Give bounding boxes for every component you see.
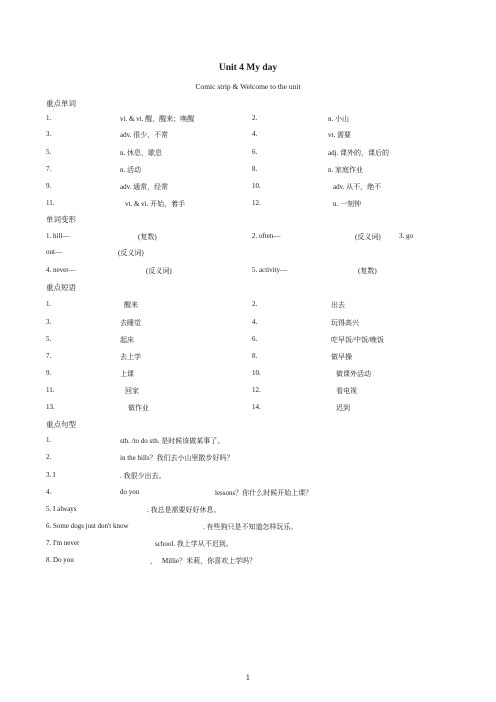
- phrase-text: 做作业: [128, 404, 149, 412]
- word-form-hint: (反义词): [118, 249, 144, 257]
- vocab-definition: n. 小山: [328, 115, 349, 123]
- vocab-definition: n. 休息，歇息: [120, 149, 162, 157]
- vocab-number: 10.: [252, 182, 261, 190]
- sentence-start: 7. I'm never: [46, 539, 80, 547]
- vocab-number: 3.: [46, 130, 52, 138]
- page-title: Unit 4 My day: [218, 63, 278, 73]
- phrase-text: 去上学: [120, 353, 141, 361]
- sentence-text: ，: [150, 557, 157, 565]
- page-number: 1: [245, 674, 251, 682]
- phrase-number: 7.: [46, 352, 52, 360]
- sentence-text: . 有些狗只是不知道怎样玩乐。: [203, 523, 298, 531]
- word-form-hint: (复数): [138, 233, 157, 241]
- phrase-text: 吃早饭/中饭/晚饭: [331, 336, 384, 344]
- phrase-number: 1.: [46, 300, 52, 308]
- vocab-number: 1.: [46, 114, 52, 122]
- vocab-definition: vt. & vi. 开始，着手: [125, 200, 186, 208]
- vocab-number: 9.: [46, 182, 52, 190]
- vocab-number: 11.: [46, 199, 55, 207]
- word-form-hint: (复数): [358, 267, 377, 275]
- phrase-text: 去睡觉: [120, 319, 141, 327]
- phrase-text: 上课: [120, 370, 134, 378]
- vocab-number: 7.: [46, 165, 52, 173]
- section-heading-word-forms: 单词变形: [46, 215, 76, 224]
- vocab-number: 4.: [252, 130, 258, 138]
- word-form-item: 5. activity—: [252, 266, 287, 274]
- word-form-item: 1. hill—: [46, 232, 70, 240]
- phrase-number: 11.: [46, 386, 55, 394]
- word-form-item: out—: [46, 248, 62, 256]
- sentence-number: 1.: [46, 436, 52, 444]
- vocab-definition: n. 一刻钟: [333, 200, 361, 208]
- vocab-definition: adj. 课外的，课后的: [328, 149, 390, 157]
- word-form-item: 2. often—: [252, 232, 281, 240]
- phrase-number: 4.: [252, 318, 258, 326]
- sentence-start: 6. Some dogs just don't know: [46, 522, 129, 530]
- vocab-definition: vt. 需要: [328, 131, 351, 139]
- phrase-number: 14.: [252, 403, 261, 411]
- sentence-start: 3. I: [46, 471, 56, 479]
- sentence-number: 4.: [46, 488, 52, 496]
- phrase-number: 12.: [252, 386, 261, 394]
- vocab-definition: n. 活动: [120, 166, 141, 174]
- phrase-number: 13.: [46, 403, 55, 411]
- sentence-text: . 我总是需要好好休息。: [147, 506, 221, 514]
- word-form-item: 3. go: [399, 232, 413, 240]
- section-heading-sentences: 重点句型: [46, 420, 76, 429]
- sentence-start: 8. Do you: [46, 556, 74, 564]
- phrase-number: 9.: [46, 369, 52, 377]
- phrase-number: 8.: [252, 352, 258, 360]
- sentence-text: lessons？你什么时候开始上课？: [215, 489, 313, 497]
- page-subtitle: Comic strip & Welcome to the unit: [195, 82, 301, 91]
- phrase-text: 做课外活动: [336, 370, 371, 378]
- phrase-text: 起床: [120, 336, 134, 344]
- sentence-text: in the hills？我们去小山里散步好吗？: [120, 454, 234, 462]
- vocab-number: 8.: [252, 165, 258, 173]
- phrase-number: 6.: [252, 335, 258, 343]
- phrase-text: 做早操: [331, 353, 352, 361]
- phrase-number: 3.: [46, 318, 52, 326]
- vocab-definition: adv. 通常，经常: [120, 183, 169, 191]
- sentence-text: school. 我上学从不迟到。: [155, 540, 233, 548]
- vocab-definition: vi. & vt. 醒，醒来；唤醒: [120, 115, 195, 123]
- phrase-text: 出去: [331, 301, 345, 309]
- sentence-text: do you: [120, 488, 140, 496]
- word-form-hint: (反义词): [146, 267, 172, 275]
- vocab-number: 5.: [46, 148, 52, 156]
- phrase-number: 5.: [46, 335, 52, 343]
- sentence-text: sth. /to do sth. 是时候该做某事了。: [120, 437, 225, 445]
- sentence-text: . 我很少出去。: [120, 472, 166, 480]
- section-heading-phrases: 重点短语: [46, 283, 76, 292]
- sentence-text: Millie？米莉，你喜欢上学吗？: [162, 557, 257, 565]
- vocab-definition: adv. 很少，不常: [120, 131, 169, 139]
- vocab-number: 2.: [252, 114, 258, 122]
- phrase-number: 2.: [252, 300, 258, 308]
- sentence-start: 5. I always: [46, 505, 77, 513]
- phrase-text: 迟到: [336, 404, 350, 412]
- vocab-definition: n. 家庭作业: [328, 166, 363, 174]
- phrase-text: 玩得高兴: [331, 319, 359, 327]
- vocab-number: 12.: [252, 199, 261, 207]
- section-heading-vocab: 重点单词: [46, 99, 76, 108]
- phrase-number: 10.: [252, 369, 261, 377]
- word-form-hint: (反义词): [355, 233, 381, 241]
- word-form-item: 4. never—: [46, 266, 76, 274]
- vocab-number: 6.: [252, 148, 258, 156]
- sentence-number: 2.: [46, 453, 52, 461]
- phrase-text: 看电视: [336, 387, 357, 395]
- vocab-definition: adv. 从不，绝不: [333, 183, 382, 191]
- phrase-text: 醒来: [124, 301, 138, 309]
- phrase-text: 回家: [125, 387, 139, 395]
